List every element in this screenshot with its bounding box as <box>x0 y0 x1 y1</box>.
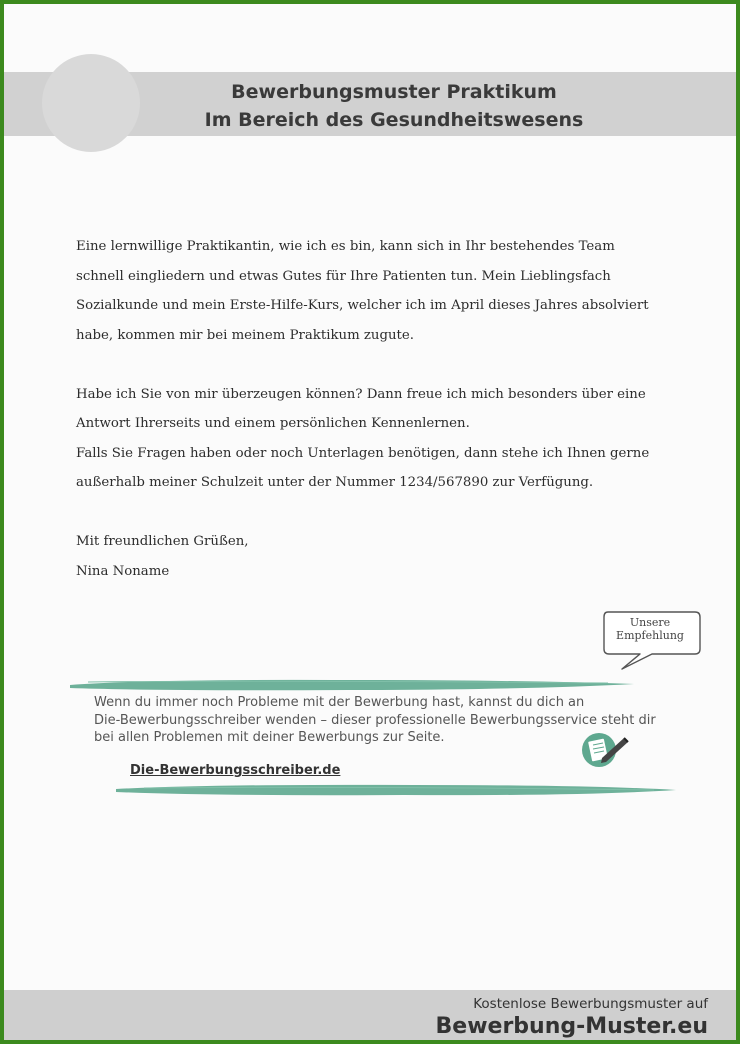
letter-line: Falls Sie Fragen haben oder noch Unterlagen benötigen, dann stehe ich Ihnen gerne <box>76 445 650 461</box>
letter-body <box>76 232 676 586</box>
footer-tagline: Kostenlose Bewerbungsmuster auf <box>473 996 708 1012</box>
letter-closing: Mit freundlichen Grüßen, <box>76 534 249 549</box>
page-title: Bewerbungsmuster Praktikum <box>231 81 557 103</box>
letter-line: außerhalb meiner Schulzeit unter der Nummer 1234/567890 zur Verfügung. <box>76 475 594 490</box>
promo-line: bei allen Problemen mit deiner Bewerbungs zur Seite. <box>94 730 445 745</box>
promo-line: Die-Bewerbungsschreiber wenden – dieser professionelle Bewerbungsservice steht dir <box>94 712 656 728</box>
promo-text <box>94 694 664 747</box>
bubble-line: Unsere <box>629 616 671 629</box>
letter-line: schnell eingliedern und etwas Gutes für Ihre Patienten tun. Mein Lieblingsfach <box>76 268 611 284</box>
letter-line: Habe ich Sie von mir überzeugen können? Dann freue ich mich besonders über eine <box>76 386 646 402</box>
letter-line: Antwort Ihrerseits und einem persönlichen Kennenlernen. <box>76 416 470 431</box>
brush-stroke-top <box>68 676 638 694</box>
footer-site-name: Bewerbung-Muster.eu <box>435 1014 708 1039</box>
brush-stroke-bottom <box>114 781 680 799</box>
letter-line: habe, kommen mir bei meinem Praktikum zugute. <box>76 327 414 343</box>
recommendation-bubble <box>600 608 710 674</box>
page-subtitle: Im Bereich des Gesundheitswesens <box>204 109 584 131</box>
header-circle-decoration <box>42 54 140 152</box>
promo-line: Wenn du immer noch Probleme mit der Bewerbung hast, kannst du dich an <box>94 695 585 710</box>
writing-pen-icon <box>580 730 630 770</box>
letter-line: Eine lernwillige Praktikantin, wie ich es bin, kann sich in Ihr bestehendes Team <box>76 239 615 254</box>
letter-signature: Nina Noname <box>76 563 170 579</box>
bubble-line: Empfehlung <box>616 629 684 642</box>
die-bewerbungsschreiber-link[interactable]: Die-Bewerbungsschreiber.de <box>130 763 341 778</box>
letter-line: Sozialkunde und mein Erste-Hilfe-Kurs, welcher ich im April dieses Jahres absolviert <box>76 298 649 313</box>
bubble-text <box>600 616 700 642</box>
